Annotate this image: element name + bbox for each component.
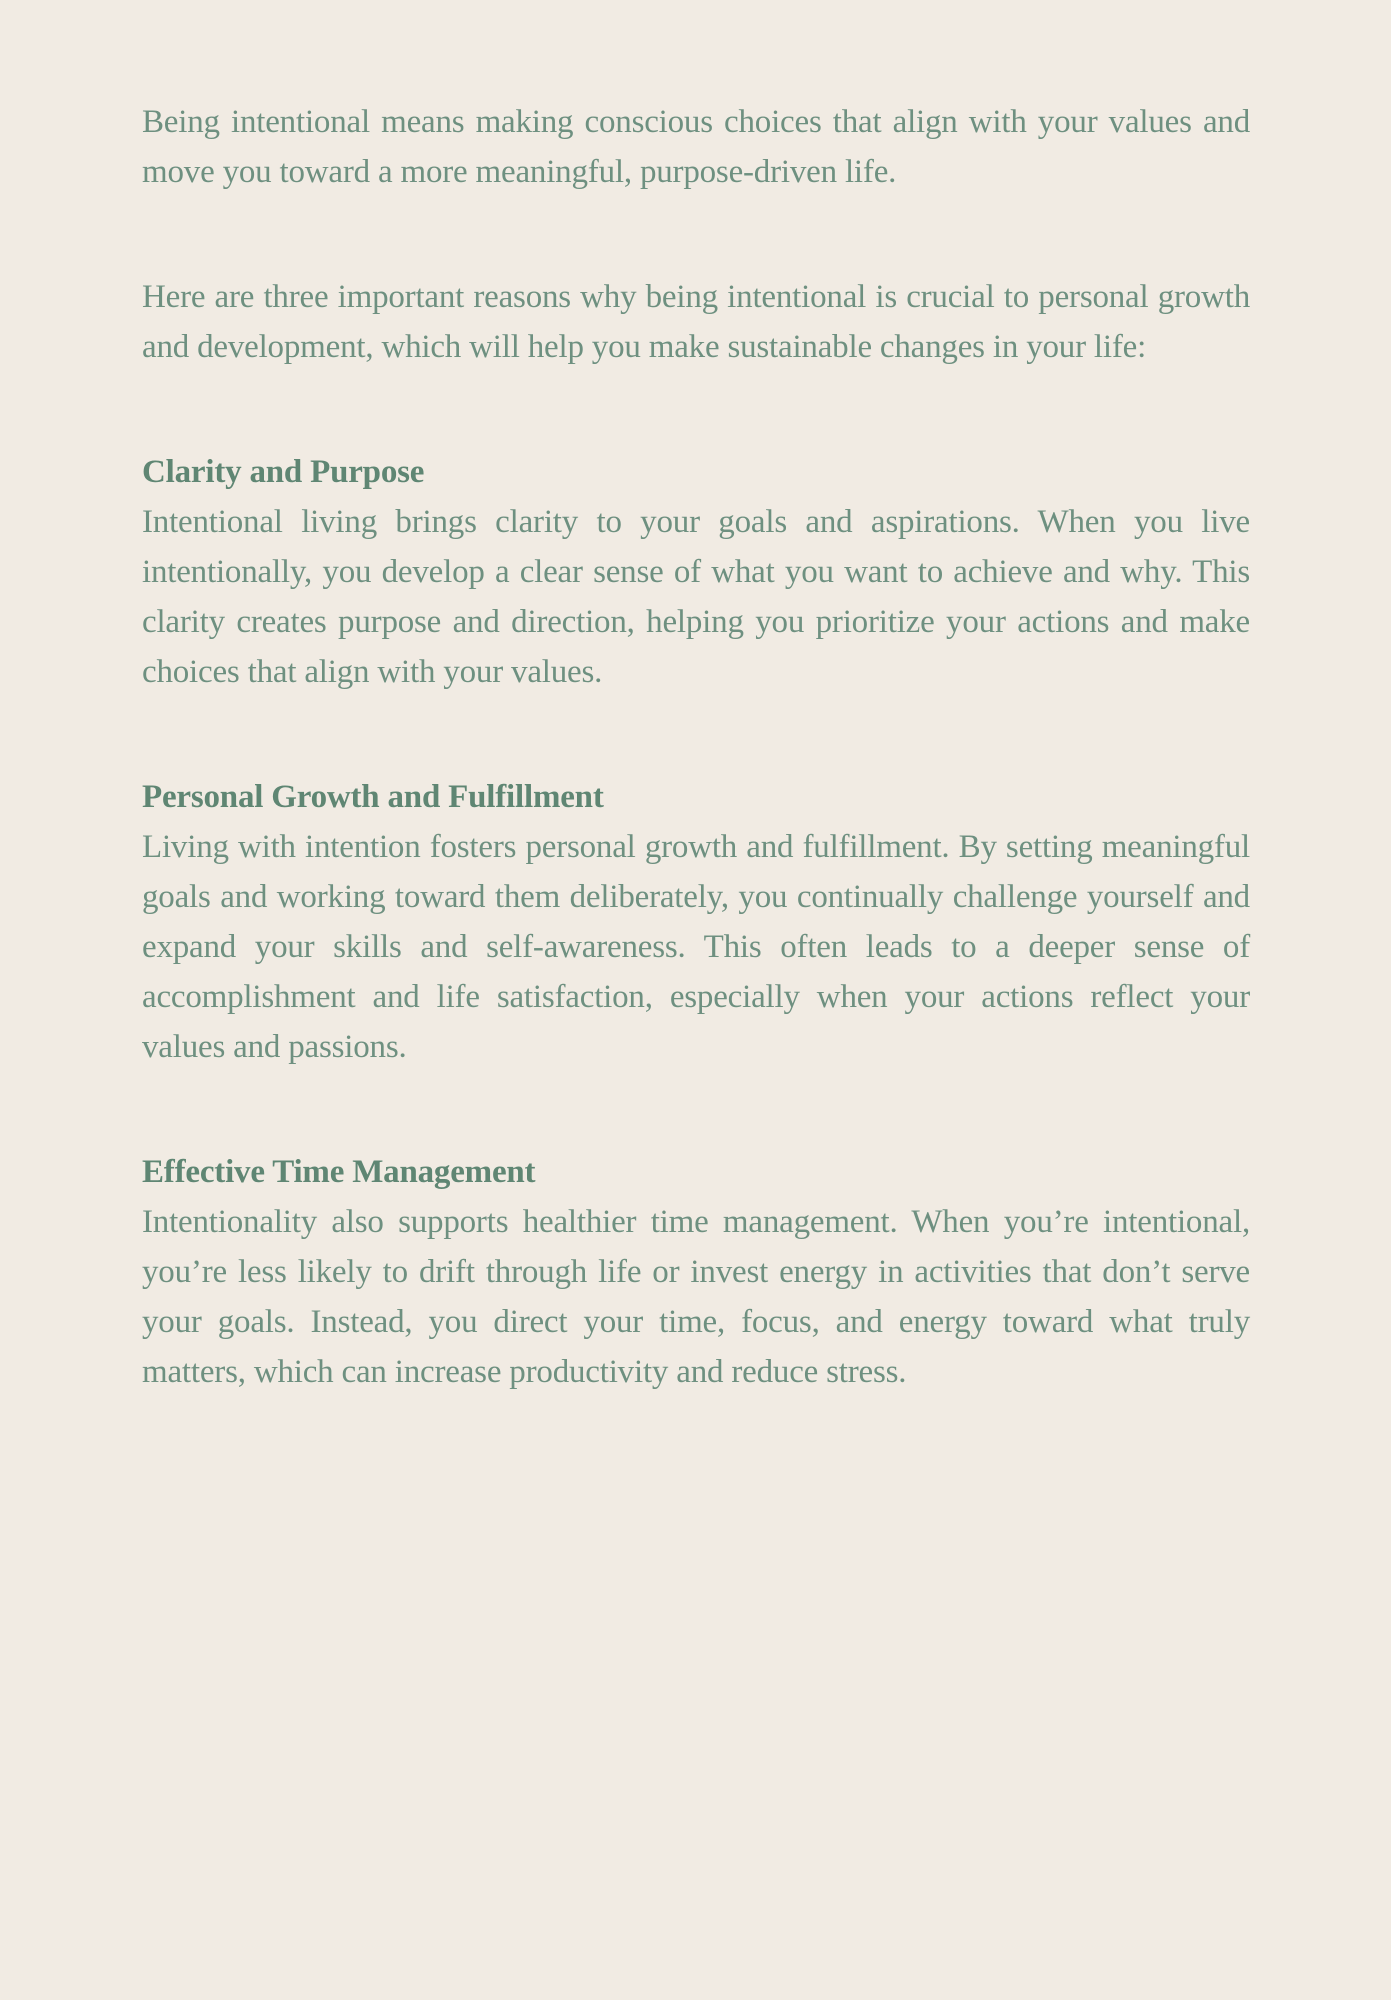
section-heading: Clarity and Purpose <box>142 454 425 490</box>
intro-block <box>142 97 1250 197</box>
section-body: Intentionality also supports healthier time management. When you’re intentional, you’re less likely to drift through life or invest energy in activities that don’t serve your goals. Instead, you direct your time, focus, and energy toward what truly matters, which can increase productivity and reduce stress. <box>142 1204 1250 1390</box>
section-body: Intentional living brings clarity to your goals and aspirations. When you live intentionally, you develop a clear sense of what you want to achieve and why. This clarity creates purpose and direction, helping you prioritize your actions and make choices that align with your values. <box>142 504 1250 690</box>
section-effective-time-management <box>142 1147 1250 1397</box>
reasons-lead-paragraph: Here are three important reasons why being intentional is crucial to personal growth and development, which will help you make sustainable changes in your life: <box>142 279 1250 365</box>
section-clarity-and-purpose <box>142 447 1250 697</box>
section-body: Living with intention fosters personal growth and fulfillment. By setting meaningful goals and working toward them deliberately, you continually challenge yourself and expand your skills and self-awareness. This often leads to a deeper sense of accomplishment and life satisfaction, especially when your actions reflect your values and passions. <box>142 829 1250 1065</box>
intro-paragraph: Being intentional means making conscious choices that align with your values and move you toward a more meaningful, purpose-driven life. <box>142 104 1250 190</box>
section-heading: Personal Growth and Fulfillment <box>142 779 604 815</box>
section-heading: Effective Time Management <box>142 1154 536 1190</box>
reasons-lead-block <box>142 272 1250 372</box>
section-personal-growth-and-fulfillment <box>142 772 1250 1072</box>
